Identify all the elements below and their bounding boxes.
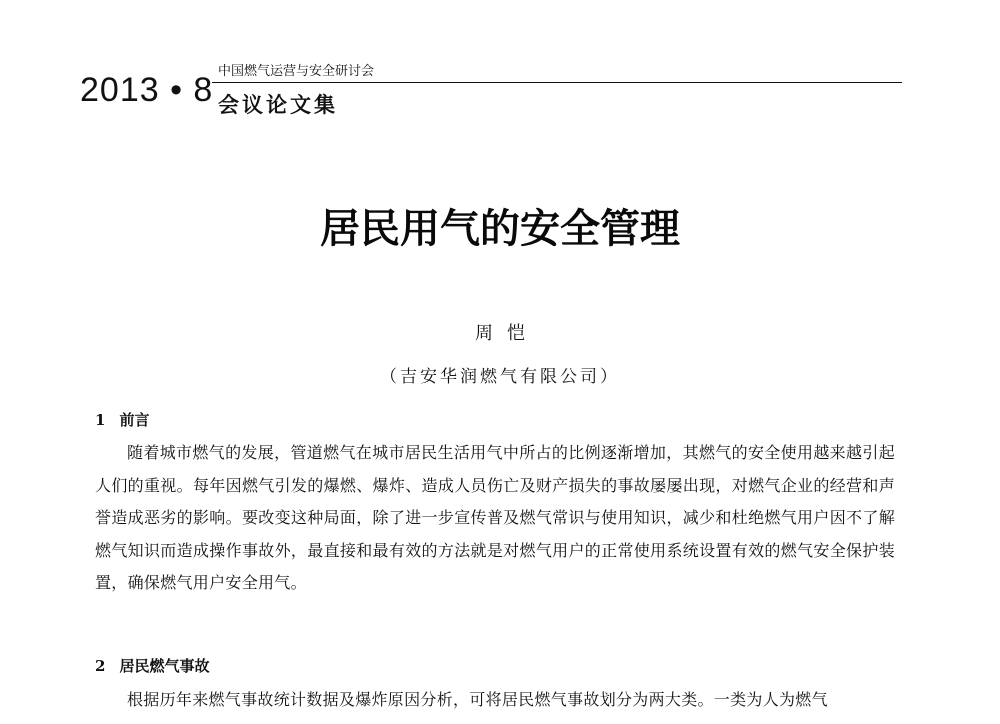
author-affiliation: （吉安华润燃气有限公司） xyxy=(380,367,620,387)
issue-date: 2013 • 8 xyxy=(80,71,214,109)
proceedings-label: 会议论文集 xyxy=(218,93,338,117)
paragraph-text: 随着城市燃气的发展，管道燃气在城市居民生活用气中所占的比例逐渐增加，其燃气的安全使用越来越引起人们的重视。每年因燃气引发的爆燃、爆炸、造成人员伤亡及财产损失的事故屡屡出现，对燃气企业的经营和声誉造成恶劣的影响。要改变这种局面，除了进一步宣传普及燃气常识与使用知识，减少和杜绝燃气用户因不了解燃气知识而造成操作事故外，最直接和最有效的方法就是对燃气用户的正常使用系统设置有效的燃气安全保护装置，确保燃气用户安全用气。 xyxy=(95,443,895,592)
paragraph-accidents xyxy=(95,684,895,724)
paragraph-text: 根据历年来燃气事故统计数据及爆炸原因分析，可将居民燃气事故划分为两大类。一类为人为燃气 xyxy=(127,690,828,709)
header-rule xyxy=(212,82,902,83)
section-title: 前言 xyxy=(119,411,150,429)
conference-name: 中国燃气运营与安全研讨会 xyxy=(218,64,375,79)
section-number: 1 xyxy=(95,411,106,429)
section-heading-introduction xyxy=(95,410,149,430)
paper-title: 居民用气的安全管理 xyxy=(320,205,680,252)
section-number: 2 xyxy=(95,657,106,675)
paragraph-introduction xyxy=(95,437,895,637)
section-title: 居民燃气事故 xyxy=(119,657,210,675)
author-name: 周恺 xyxy=(475,323,539,344)
section-heading-accidents xyxy=(95,656,209,676)
